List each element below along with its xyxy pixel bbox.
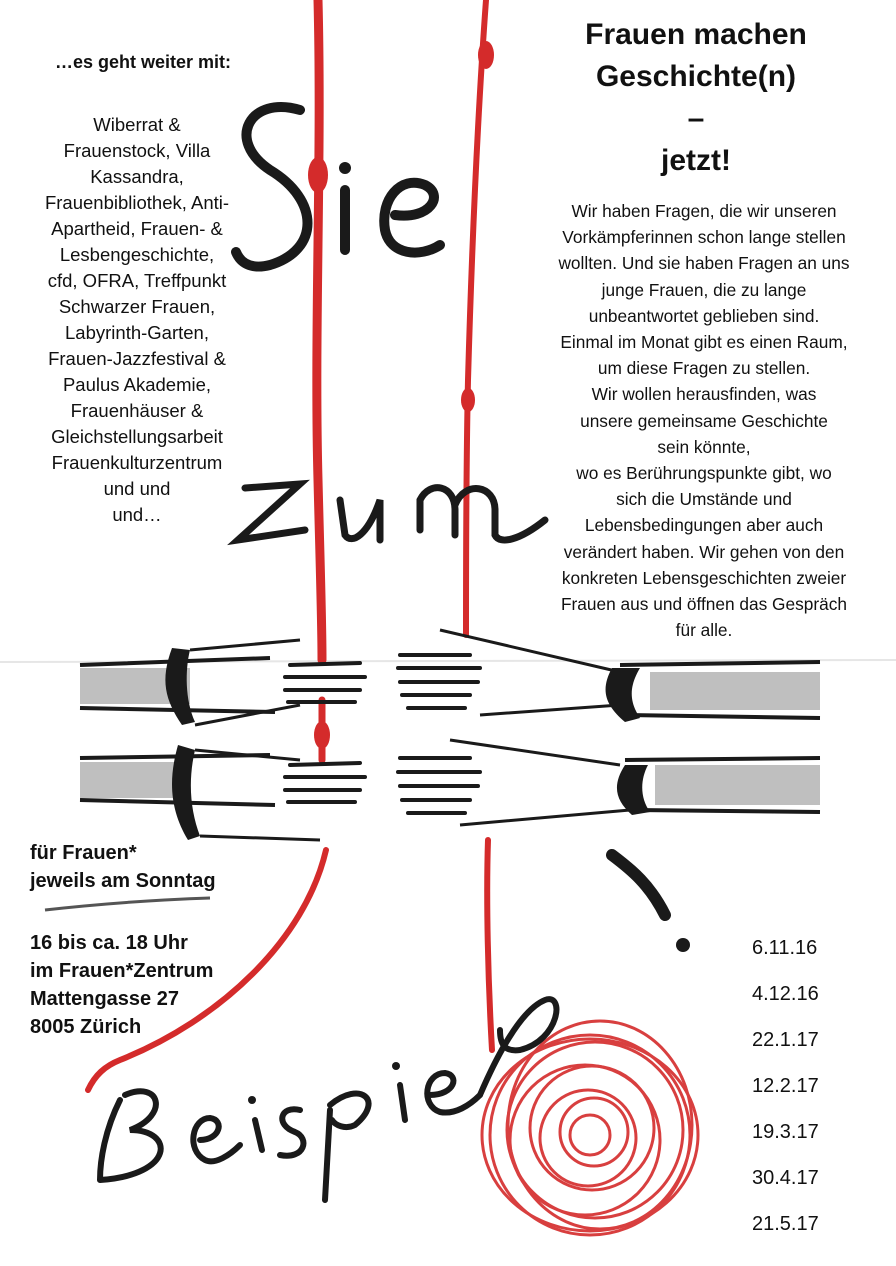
date-item: 6.11.16 bbox=[752, 937, 818, 959]
description-line: für alle. bbox=[675, 620, 733, 641]
title-line: Geschichte(n) bbox=[595, 60, 797, 93]
partner-line: Lesbengeschichte, bbox=[59, 244, 215, 265]
date-item: 19.3.17 bbox=[752, 1121, 819, 1143]
description-line: Wir haben Fragen, die wir unseren bbox=[571, 201, 837, 221]
handwritten-zum bbox=[238, 484, 545, 540]
event-info bbox=[30, 839, 330, 1041]
partner-line: Wiberrat & bbox=[93, 114, 181, 135]
handwritten-sie bbox=[236, 107, 440, 267]
red-knots bbox=[308, 41, 494, 749]
date-item: 21.5.17 bbox=[752, 1213, 819, 1235]
description-line: sein könnte, bbox=[657, 436, 751, 457]
partner-line: cfd, OFRA, Treffpunkt bbox=[47, 270, 227, 291]
description-line: unbeantwortet geblieben sind. bbox=[588, 305, 820, 326]
event-audience: für Frauen* bbox=[30, 842, 137, 864]
description-line: wo es Berührungspunkte gibt, wo bbox=[576, 463, 832, 484]
partner-line: Kassandra, bbox=[90, 166, 184, 187]
right-hands bbox=[440, 630, 820, 825]
dot-i bbox=[339, 162, 351, 174]
description-line: Vorkämpferinnen schon lange stellen bbox=[562, 227, 846, 248]
date-item: 30.4.17 bbox=[752, 1167, 819, 1189]
date-item: 4.12.16 bbox=[752, 983, 819, 1005]
beispiel-dots bbox=[248, 1062, 400, 1104]
partner-line: Paulus Akademie, bbox=[62, 374, 212, 395]
description-line: konkreten Lebensgeschichten zweier bbox=[561, 567, 847, 588]
description-line: unsere gemeinsame Geschichte bbox=[580, 410, 828, 431]
left-column-heading: …es geht weiter mit: bbox=[54, 52, 232, 72]
event-when: jeweils am Sonntag bbox=[30, 870, 216, 892]
description-line: um diese Fragen zu stellen. bbox=[597, 358, 811, 379]
description-line: junge Frauen, die zu lange bbox=[601, 279, 807, 300]
partner-line: Frauenstock, Villa bbox=[63, 140, 211, 161]
partner-line: Frauenhäuser & bbox=[70, 400, 204, 421]
description-line: Einmal im Monat gibt es einen Raum, bbox=[560, 332, 848, 353]
partner-line: Schwarzer Frauen, bbox=[58, 296, 216, 317]
title-line: jetzt! bbox=[661, 144, 731, 177]
partner-line: und und bbox=[103, 478, 171, 499]
partner-line: Apartheid, Frauen- & bbox=[51, 218, 223, 239]
date-list bbox=[752, 925, 862, 1247]
partner-line: Gleichstellungsarbeit bbox=[51, 426, 223, 447]
partner-line: Frauenkulturzentrum bbox=[51, 452, 223, 473]
title-line: – bbox=[687, 102, 705, 135]
partner-line: Frauenbibliothek, Anti- bbox=[44, 192, 230, 213]
description-text bbox=[535, 198, 873, 643]
date-item: 22.1.17 bbox=[752, 1029, 819, 1051]
event-city: 8005 Zürich bbox=[30, 1016, 142, 1038]
description-line: wollten. Und sie haben Fragen an uns bbox=[558, 253, 850, 274]
partner-line: und… bbox=[112, 504, 162, 525]
event-time: 16 bis ca. 18 Uhr bbox=[30, 932, 188, 954]
description-line: Wir wollen herausfinden, was bbox=[591, 384, 817, 405]
description-line: sich die Umstände und bbox=[616, 489, 792, 510]
poster-title bbox=[548, 14, 844, 182]
date-item: 12.2.17 bbox=[752, 1075, 819, 1097]
right-red-thread bbox=[466, 0, 486, 635]
left-hands bbox=[80, 640, 320, 840]
partner-line: Labyrinth-Garten, bbox=[65, 322, 209, 343]
description-line: Frauen aus und öffnen das Gespräch bbox=[561, 594, 847, 615]
right-red-thread-lower bbox=[487, 840, 492, 1050]
title-line: Frauen machen bbox=[585, 18, 807, 51]
description-line: Lebensbedingungen aber auch bbox=[584, 515, 824, 536]
partner-line: Frauen-Jazzfestival & bbox=[48, 348, 226, 369]
partner-list bbox=[28, 112, 246, 528]
handwritten-exclamation bbox=[612, 855, 690, 952]
event-venue: im Frauen*Zentrum bbox=[30, 960, 214, 982]
description-line: verändert haben. Wir gehen von den bbox=[563, 541, 845, 562]
left-red-thread bbox=[317, 0, 322, 660]
event-street: Mattengasse 27 bbox=[30, 988, 179, 1010]
